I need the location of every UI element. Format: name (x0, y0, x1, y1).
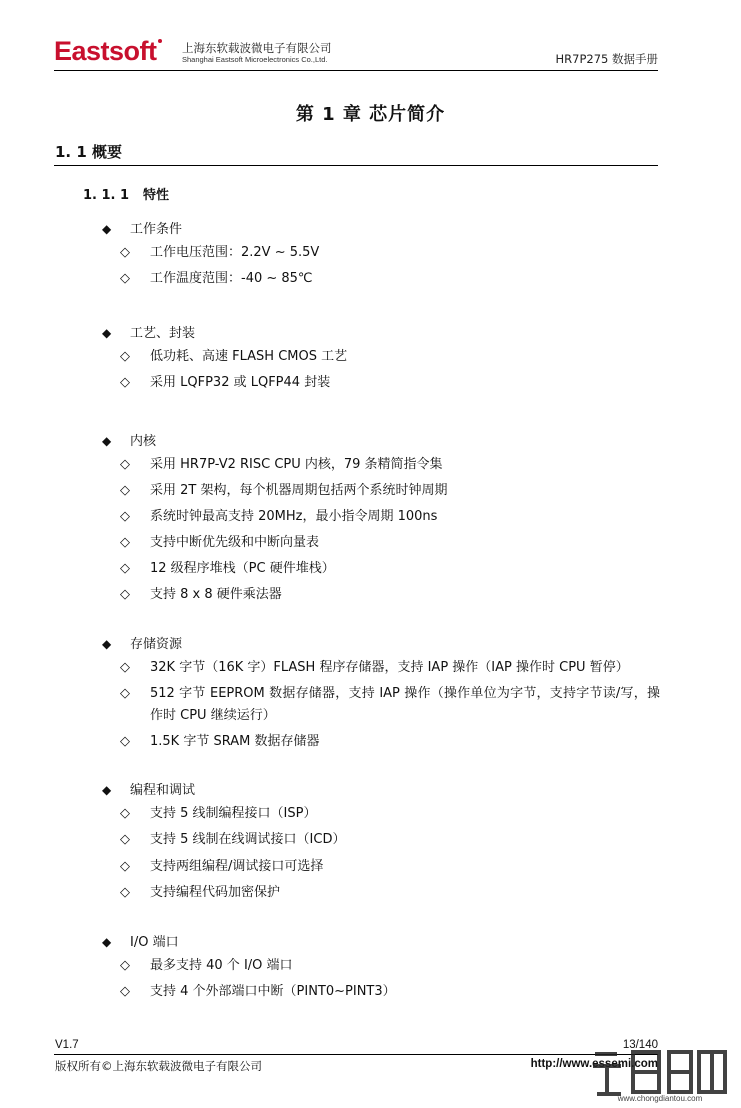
watermark-url: www.chongdiantou.com (617, 1094, 703, 1103)
list-item (120, 558, 660, 580)
page-header (54, 34, 658, 70)
list-item-text: 支持 4 个外部端口中断（PINT0~PINT3） (150, 984, 396, 999)
diamond-outline-icon: ◇ (120, 832, 130, 847)
diamond-outline-icon: ◇ (120, 457, 130, 472)
diamond-outline-icon: ◇ (120, 349, 130, 364)
list-item (120, 955, 660, 977)
list-item-text: 工作电压范围：2.2V ~ 5.5V (150, 245, 320, 260)
list-item (120, 346, 660, 368)
category-label: 编程和调试 (130, 783, 196, 798)
diamond-outline-icon: ◇ (120, 483, 130, 498)
document-title: HR7P275 数据手册 (555, 52, 658, 66)
website-link[interactable]: http://www.essemi.com (530, 1058, 658, 1070)
eastsoft-logo (54, 35, 162, 67)
logo-text: Eastsoft (54, 36, 157, 66)
document-version: V1.7 (55, 1039, 79, 1051)
diamond-outline-icon: ◇ (120, 509, 130, 524)
list-item (120, 657, 660, 679)
logo-dot-icon (158, 39, 162, 43)
list-item-text: 支持中断优先级和中断向量表 (150, 535, 320, 550)
category-core (102, 430, 156, 449)
subsection-title (83, 184, 169, 203)
copyright-notice: 版权所有©上海东软载波微电子有限公司 (55, 1059, 262, 1073)
diamond-filled-icon: ◆ (102, 434, 112, 448)
list-item-text: 工作温度范围：-40 ~ 85℃ (150, 271, 313, 286)
list-item (120, 532, 660, 554)
category-label: 工作条件 (130, 222, 183, 237)
list-item (120, 480, 660, 502)
diamond-outline-icon: ◇ (120, 885, 130, 900)
list-item (120, 882, 660, 904)
list-item-text: 512 字节 EEPROM 数据存储器，支持 IAP 操作（操作单位为字节，支持字节读/写，操作时 CPU 继续运行） (150, 686, 660, 723)
diamond-filled-icon: ◆ (102, 222, 112, 236)
list-item-text: 12 级程序堆栈（PC 硬件堆栈） (150, 561, 335, 576)
diamond-outline-icon: ◇ (120, 734, 130, 749)
diamond-filled-icon: ◆ (102, 637, 112, 651)
diamond-outline-icon: ◇ (120, 958, 130, 973)
subsection-label: 特性 (143, 188, 170, 203)
diamond-outline-icon: ◇ (120, 245, 130, 260)
category-io-ports (102, 931, 179, 950)
diamond-outline-icon: ◇ (120, 561, 130, 576)
category-programming-debug (102, 779, 195, 798)
footer-divider (54, 1054, 658, 1055)
list-item-text: 采用 2T 架构，每个机器周期包括两个系统时钟周期 (150, 483, 448, 498)
list-item (120, 242, 660, 264)
list-item (120, 856, 660, 878)
list-item (120, 683, 660, 727)
company-name-en: Shanghai Eastsoft Microelectronics Co.,Ltd. (182, 55, 328, 64)
watermark-logo-icon (585, 1044, 735, 1104)
diamond-filled-icon: ◆ (102, 783, 112, 797)
category-label: 工艺、封装 (130, 326, 196, 341)
list-item-text: 采用 LQFP32 或 LQFP44 封装 (150, 375, 331, 390)
list-item (120, 506, 660, 528)
list-item-text: 最多支持 40 个 I/O 端口 (150, 958, 293, 973)
chapter-title: 第 1 章 芯片简介 (295, 104, 446, 125)
category-memory (102, 633, 182, 652)
list-item (120, 454, 660, 476)
list-item-text: 低功耗、高速 FLASH CMOS 工艺 (150, 349, 348, 364)
diamond-outline-icon: ◇ (120, 859, 130, 874)
list-item (120, 731, 660, 753)
list-item-text: 系统时钟最高支持 20MHz，最小指令周期 100ns (150, 509, 438, 524)
diamond-outline-icon: ◇ (120, 686, 130, 701)
diamond-outline-icon: ◇ (120, 984, 130, 999)
category-label: I/O 端口 (130, 935, 179, 950)
header-divider (54, 70, 658, 71)
list-item-text: 支持 8 x 8 硬件乘法器 (150, 587, 282, 602)
list-item (120, 268, 660, 290)
list-item-text: 1.5K 字节 SRAM 数据存储器 (150, 734, 320, 749)
list-item (120, 803, 660, 825)
list-item (120, 372, 660, 394)
diamond-outline-icon: ◇ (120, 375, 130, 390)
diamond-outline-icon: ◇ (120, 806, 130, 821)
list-item (120, 981, 660, 1003)
company-name-cn: 上海东软载波微电子有限公司 (182, 41, 332, 55)
list-item (120, 584, 660, 606)
list-item-text: 支持两组编程/调试接口可选择 (150, 859, 324, 874)
list-item-text: 支持 5 线制在线调试接口（ICD） (150, 832, 346, 847)
diamond-outline-icon: ◇ (120, 660, 130, 675)
list-item-text: 32K 字节（16K 字）FLASH 程序存储器，支持 IAP 操作（IAP 操作时 CPU 暂停） (150, 660, 629, 675)
list-item (120, 829, 660, 851)
section-divider (54, 165, 658, 166)
subsection-number: 1. 1. 1 (83, 188, 130, 203)
category-label: 存储资源 (130, 637, 183, 652)
list-item-text: 采用 HR7P-V2 RISC CPU 内核，79 条精简指令集 (150, 457, 443, 472)
diamond-filled-icon: ◆ (102, 326, 112, 340)
category-process-package (102, 322, 195, 341)
diamond-outline-icon: ◇ (120, 587, 130, 602)
diamond-outline-icon: ◇ (120, 271, 130, 286)
diamond-filled-icon: ◆ (102, 935, 112, 949)
diamond-outline-icon: ◇ (120, 535, 130, 550)
list-item-text: 支持编程代码加密保护 (150, 885, 281, 900)
category-label: 内核 (130, 434, 157, 449)
page-number: 13/140 (622, 1039, 658, 1051)
category-operating-conditions (102, 218, 182, 237)
list-item-text: 支持 5 线制编程接口（ISP） (150, 806, 317, 821)
section-title: 1. 1 概要 (55, 143, 123, 161)
